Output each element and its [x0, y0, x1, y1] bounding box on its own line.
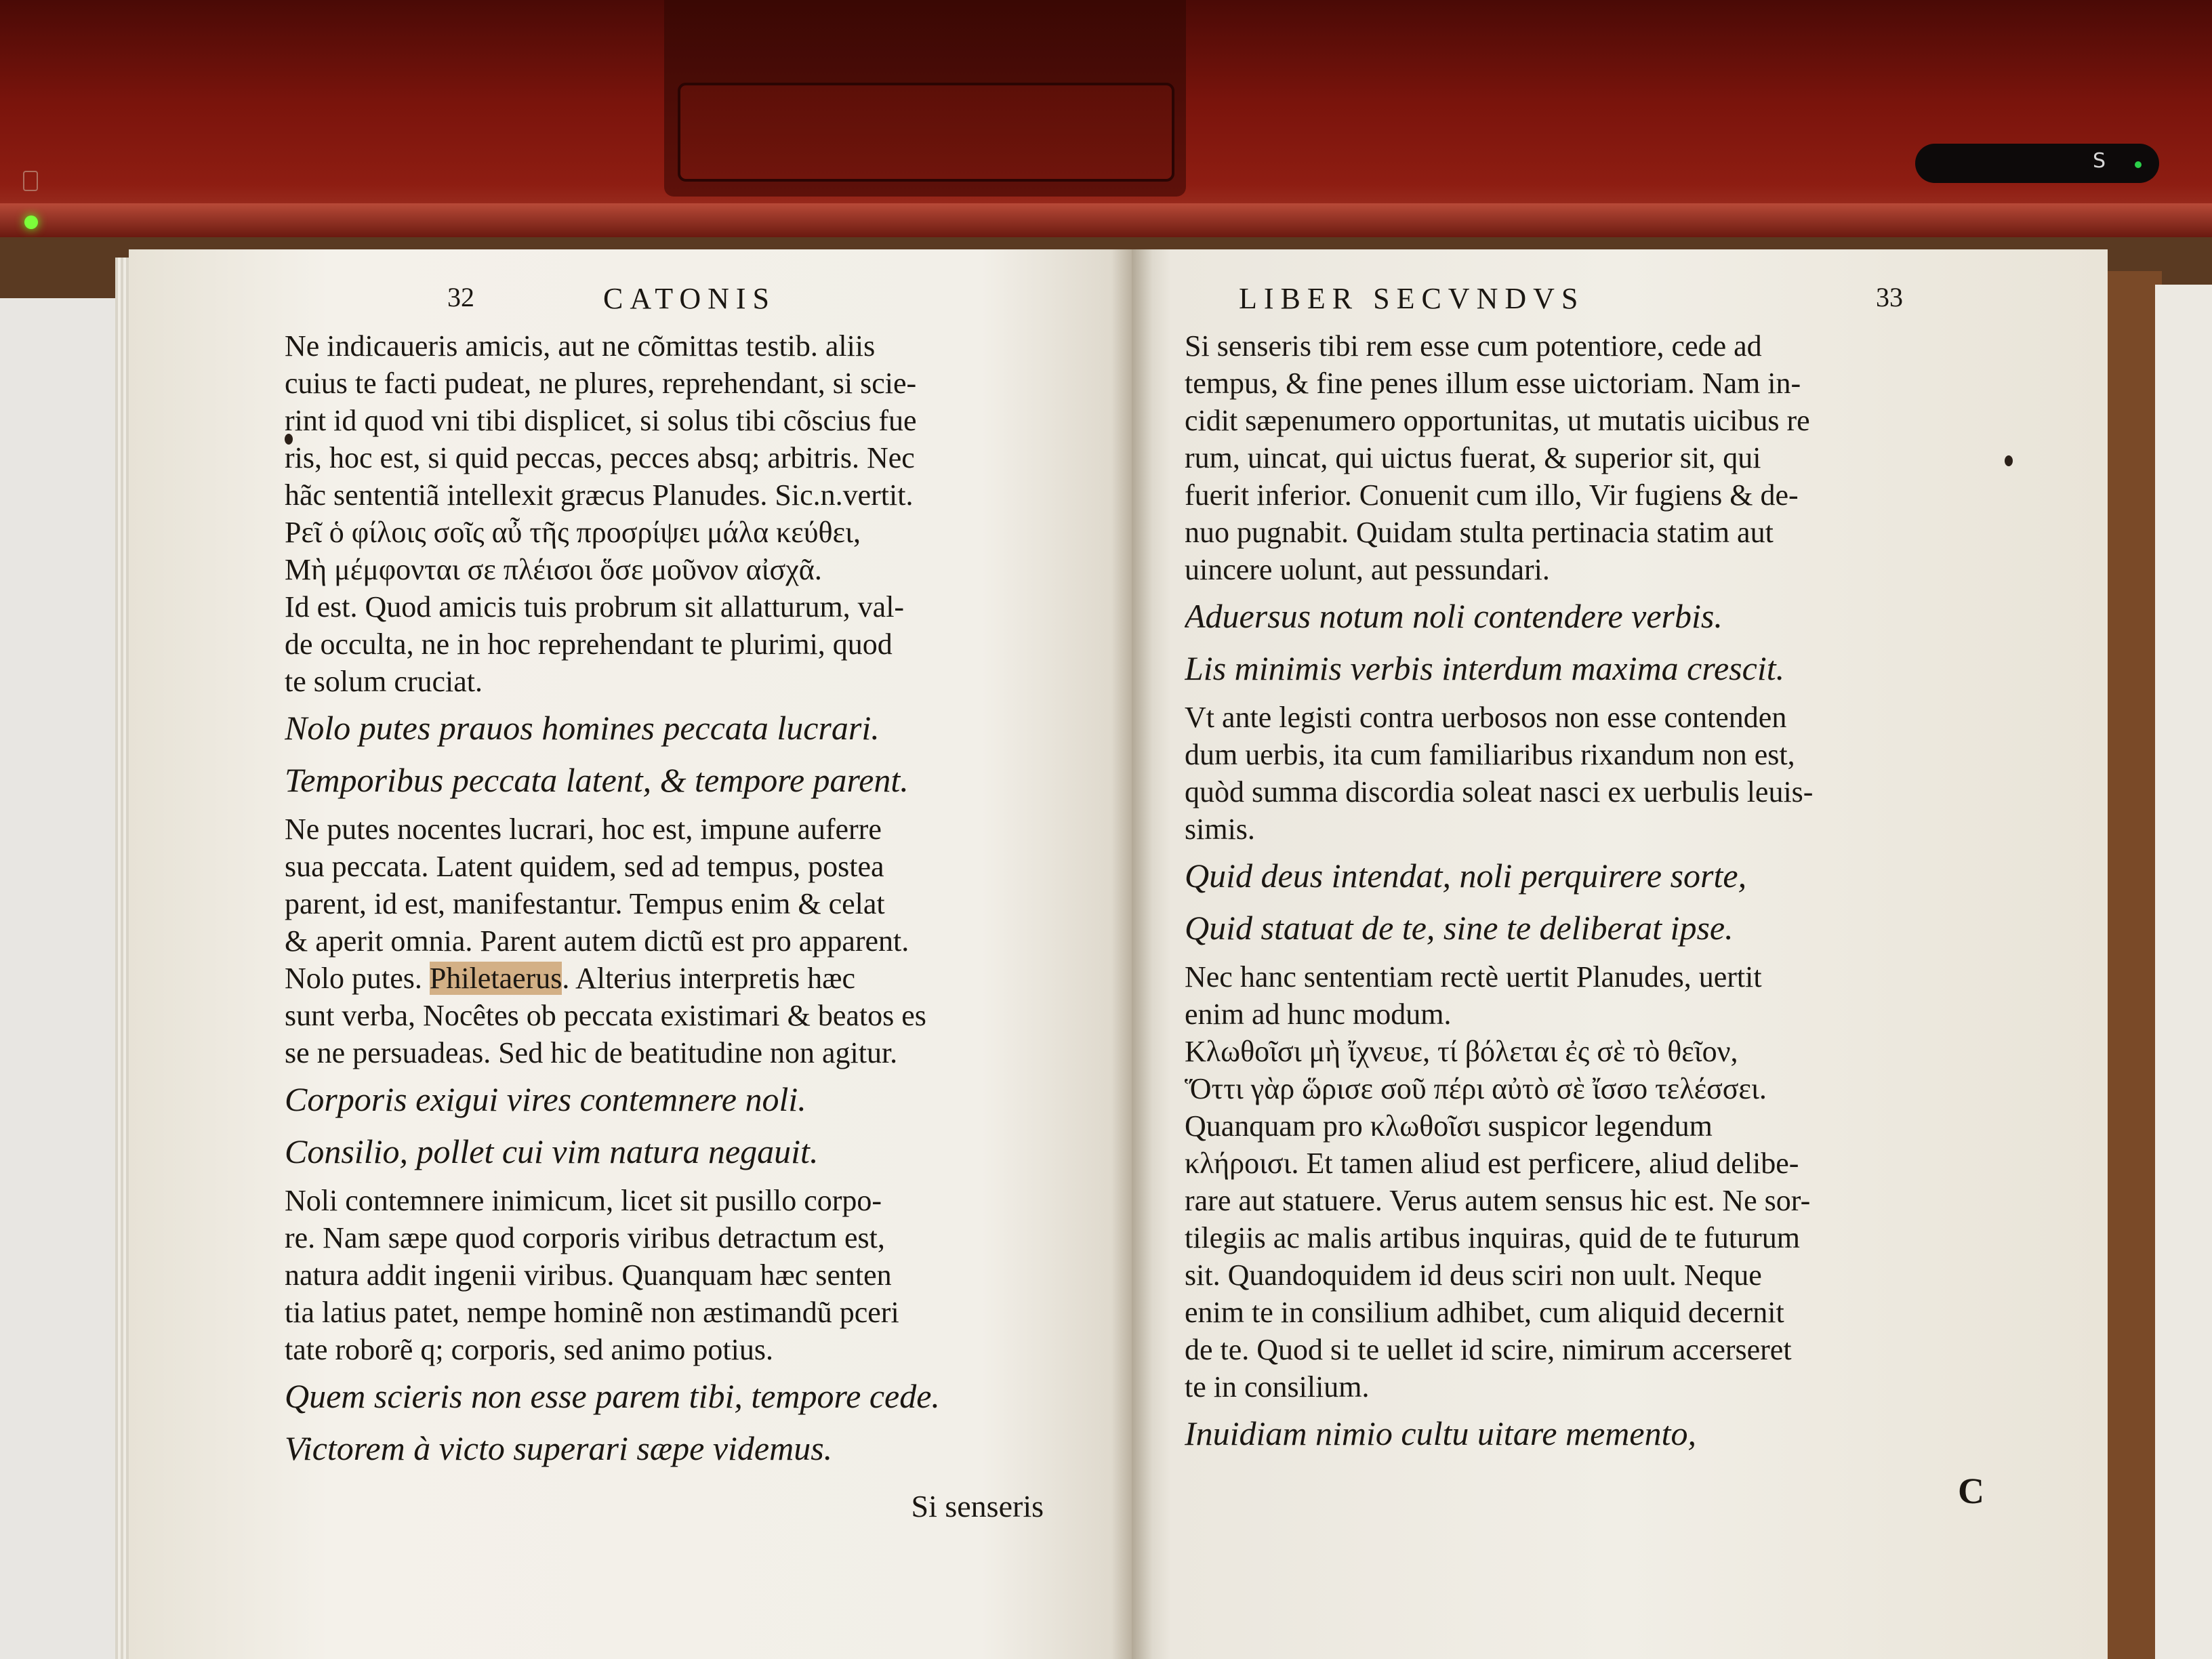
- text-line: tate roborẽ q; corporis, sed animo potius.: [285, 1333, 773, 1366]
- verse-block: [1185, 855, 2039, 897]
- verse-block: [1185, 907, 2039, 949]
- laptop-front-edge: [0, 203, 2212, 237]
- highlighted-word: Philetaerus: [429, 962, 562, 995]
- text-line: quòd summa discordia soleat nasci ex uerbulis leuis-: [1185, 775, 1814, 808]
- status-glyph: S: [2093, 149, 2106, 173]
- verse-line: Temporibus peccata latent, & tempore parent.: [285, 760, 909, 799]
- verse-block: [285, 707, 1125, 750]
- text-line: Ὅττι γὰρ ὥρισε σοῦ πέρι αὐτὸ σὲ ἴσσο τελέσσει.: [1185, 1072, 1767, 1105]
- verse-block: [1185, 647, 2039, 690]
- text-line: cidit sæpenumero opportunitas, ut mutatis uicibus re: [1185, 404, 1810, 437]
- verse-line: Aduersus notum noli contendere verbis.: [1185, 597, 1723, 635]
- desk-surface-right: [2155, 285, 2212, 1659]
- text-line: ris, hoc est, si quid peccas, pecces absq; arbitris. Nec: [285, 441, 915, 474]
- prose-block: [1185, 699, 2039, 848]
- desk-surface-left: [0, 298, 115, 1659]
- laptop-status-bar: [1915, 144, 2159, 183]
- verse-line: Quid deus intendat, noli perquirere sorte,: [1185, 857, 1747, 895]
- text-line: uincere uolunt, aut pessundari.: [1185, 553, 1550, 586]
- prose-block: [285, 811, 1125, 1071]
- text-line: fuerit inferior. Conuenit cum illo, Vir fugiens & de-: [1185, 478, 1799, 512]
- lock-icon: [23, 171, 38, 191]
- right-page-text: [1185, 281, 2039, 1514]
- verse-line: Inuidiam nimio cultu uitare memento,: [1185, 1414, 1696, 1452]
- text-line: se ne persuadeas. Sed hic de beatitudine non agitur.: [285, 1036, 898, 1069]
- verse-block: [1185, 595, 2039, 638]
- text-line: κλήροισι. Et tamen aliud est perficere, aliud delibe-: [1185, 1147, 1799, 1180]
- verse-line: Lis minimis verbis interdum maxima crescit.: [1185, 649, 1785, 687]
- text-line: te solum cruciat.: [285, 665, 483, 698]
- text-line: rint id quod vni tibi displicet, si solus tibi cõscius fue: [285, 404, 917, 437]
- text-line: Noli contemnere inimicum, licet sit pusillo corpo-: [285, 1184, 882, 1217]
- text-line: cuius te facti pudeat, ne plures, reprehendant, si scie-: [285, 367, 917, 400]
- text-line: Nec hanc sententiam rectè uertit Planudes, uertit: [1185, 960, 1762, 994]
- right-page-header: [1185, 281, 2039, 322]
- text-line: tempus, & fine penes illum esse uictoriam. Nam in-: [1185, 367, 1801, 400]
- text-line: & aperit omnia. Parent autem dictũ est pro apparent.: [285, 924, 909, 958]
- right-page-body: [1185, 327, 2039, 1455]
- text-line: Nolo putes. Philetaerus. Alterius interpretis hæc: [285, 962, 855, 995]
- prose-block: [285, 1182, 1125, 1368]
- verse-line: Consilio, pollet cui vim natura negauit.: [285, 1132, 819, 1170]
- catchword: Si senseris: [911, 1489, 1044, 1523]
- verse-block: [1185, 1412, 2039, 1455]
- text-line: hãc sententiã intellexit græcus Planudes. Sic.n.vertit.: [285, 478, 914, 512]
- verse-line: Quid statuat de te, sine te deliberat ipse.: [1185, 908, 1734, 947]
- prose-block: [1185, 327, 2039, 588]
- page-number: 32: [447, 282, 474, 312]
- text-line: simis.: [1185, 813, 1255, 846]
- text-line: Quanquam pro κλωθοῖσι suspicor legendum: [1185, 1109, 1713, 1143]
- verse-line: Victorem à victo superari sæpe videmus.: [285, 1429, 833, 1467]
- text-line: Ne indicaueris amicis, aut ne cõmittas testib. aliis: [285, 329, 876, 363]
- power-led-icon: [24, 216, 38, 229]
- verse-block: [285, 1130, 1125, 1173]
- verse-line: Nolo putes prauos homines peccata lucrari.: [285, 709, 880, 747]
- text-line: te in consilium.: [1185, 1370, 1370, 1404]
- text-line: nuo pugnabit. Quidam stulta pertinacia statim aut: [1185, 516, 1774, 549]
- text-line: Id est. Quod amicis tuis probrum sit allatturum, val-: [285, 590, 905, 623]
- left-page-header: [285, 281, 1125, 322]
- text-line: natura addit ingenii viribus. Quanquam hæc senten: [285, 1258, 892, 1292]
- text-line: de occulta, ne in hoc reprehendant te plurimi, quod: [285, 628, 893, 661]
- left-page-text: [285, 281, 1125, 1526]
- text-line: dum uerbis, ita cum familiaribus rixandum non est,: [1185, 738, 1795, 771]
- page-number: 33: [1876, 282, 1903, 312]
- left-page-body: [285, 327, 1125, 1469]
- text-line: enim te in consilium adhibet, cum aliquid decernit: [1185, 1296, 1784, 1329]
- verse-line: Quem scieris non esse parem tibi, tempore cede.: [285, 1377, 940, 1415]
- verse-block: [285, 759, 1125, 802]
- running-head: CATONIS: [603, 282, 777, 315]
- text-line: enim ad hunc modum.: [1185, 998, 1452, 1031]
- text-line: re. Nam sæpe quod corporis viribus detractum est,: [285, 1221, 885, 1254]
- text-line: Κλωθοῖσι μὴ ἴχνευε, τί βόλεται ἐς σὲ τὸ θεῖον,: [1185, 1035, 1738, 1068]
- prose-block: [285, 327, 1125, 700]
- text-line: sua peccata. Latent quidem, sed ad tempus, postea: [285, 850, 884, 883]
- verse-block: [285, 1078, 1125, 1121]
- text-line: tilegiis ac malis artibus inquiras, quid de te futurum: [1185, 1221, 1800, 1254]
- verse-block: [285, 1427, 1125, 1470]
- text-line: tia latius patet, nempe hominẽ non æstimandũ pceri: [285, 1296, 899, 1329]
- running-head: LIBER SECVNDVS: [1239, 282, 1585, 315]
- text-line: de te. Quod si te uellet id scire, nimirum accerseret: [1185, 1333, 1792, 1366]
- text-line: rum, uincat, qui uictus fuerat, & superior sit, qui: [1185, 441, 1761, 474]
- text-line: parent, id est, manifestantur. Tempus enim & celat: [285, 887, 885, 920]
- status-led-icon: [2135, 161, 2142, 168]
- verse-block: [285, 1375, 1125, 1418]
- prose-block: [1185, 958, 2039, 1406]
- touchpad: [678, 83, 1174, 182]
- text-line: Ρεῖ ὁ φίλοις σοῖς αὖ τῆς προσρίψει μάλα κεύθει,: [285, 516, 861, 549]
- text-line: rare aut statuere. Verus autem sensus hic est. Ne sor-: [1185, 1184, 1811, 1217]
- signature-mark: C: [1958, 1470, 1984, 1511]
- text-line: Vt ante legisti contra uerbosos non esse contenden: [1185, 701, 1787, 734]
- text-line: Μὴ μέμφονται σε πλέισοι ὅσε μοῦνον αἰσχᾶ.: [285, 553, 822, 586]
- text-line: Si senseris tibi rem esse cum potentiore, cede ad: [1185, 329, 1762, 363]
- text-line: sit. Quandoquidem id deus sciri non uult. Neque: [1185, 1258, 1762, 1292]
- text-line: sunt verba, Nocêtes ob peccata existimari & beatos es: [285, 999, 926, 1032]
- text-line: Ne putes nocentes lucrari, hoc est, impune auferre: [285, 813, 882, 846]
- verse-line: Corporis exigui vires contemnere noli.: [285, 1080, 806, 1118]
